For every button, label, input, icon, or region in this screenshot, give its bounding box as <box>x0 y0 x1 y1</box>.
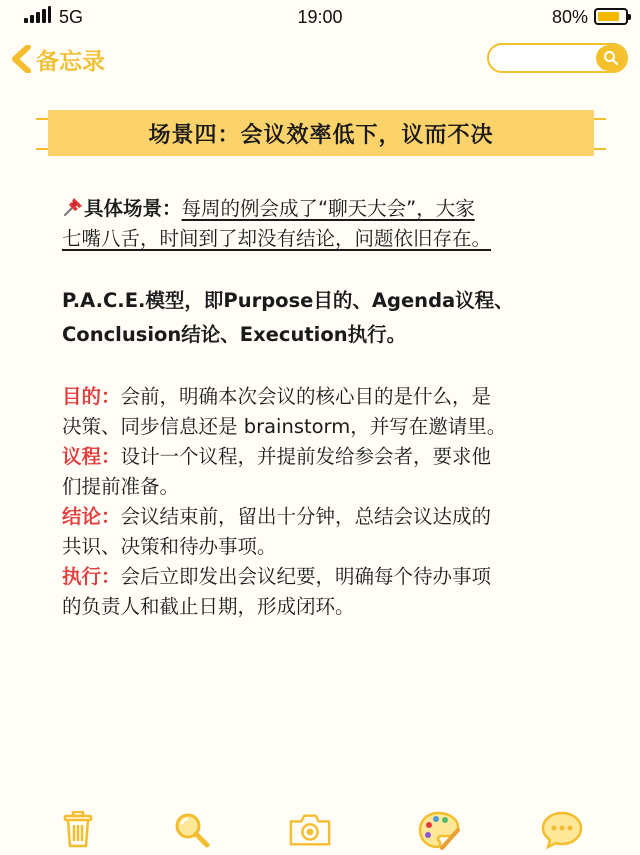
status-bar <box>0 0 640 34</box>
definition-item <box>62 562 570 622</box>
battery-icon <box>594 8 628 25</box>
scene-paragraph <box>62 194 570 254</box>
definition-item <box>62 442 570 502</box>
definition-text: 的负责人和截止日期，形成闭环。 <box>62 595 355 618</box>
search-icon <box>603 50 619 66</box>
scene-text: 每周的例会成了“聊天大会”，大家 <box>181 197 475 220</box>
nav-bar <box>0 36 640 82</box>
chevron-left-icon <box>10 45 34 73</box>
definition-term: 执行： <box>62 565 121 588</box>
chat-button[interactable] <box>540 808 584 852</box>
scene-label: 具体场景： <box>84 197 182 220</box>
definition-text: 们提前准备。 <box>62 475 180 498</box>
battery-percent: 80% <box>551 7 588 27</box>
definition-text: 会议结束前，留出十分钟，总结会议达成的 <box>120 505 492 528</box>
definition-item <box>62 382 570 442</box>
definition-text: 会后立即发出会议纪要，明确每个待办事项 <box>120 565 492 588</box>
palette-icon <box>418 810 462 850</box>
definition-term: 结论： <box>62 505 121 528</box>
definition-term: 目的： <box>62 385 121 408</box>
trash-icon <box>62 811 94 849</box>
search-button[interactable] <box>596 45 626 71</box>
note-body <box>62 194 570 622</box>
definition-text: 决策、同步信息还是 brainstorm，并写在邀请里。 <box>62 415 507 438</box>
pace-line: P.A.C.E.模型，即Purpose目的、Agenda议程、 <box>62 289 514 312</box>
definition-text: 共识、决策和待办事项。 <box>62 535 277 558</box>
definition-list <box>62 382 570 622</box>
camera-button[interactable] <box>288 808 332 852</box>
clock: 19:00 <box>297 7 343 27</box>
chat-icon <box>541 810 583 850</box>
network-type: 5G <box>59 7 84 27</box>
definition-text: 会前，明确本次会议的核心目的是什么，是 <box>120 385 492 408</box>
banner-box <box>48 110 594 156</box>
page-title: 场景四：会议效率低下，议而不决 <box>148 122 494 148</box>
search-note-button[interactable] <box>170 808 214 852</box>
pace-line: Conclusion结论、Execution执行。 <box>62 323 407 346</box>
back-label: 备忘录 <box>36 48 105 75</box>
search-input[interactable] <box>487 43 628 73</box>
delete-button[interactable] <box>56 808 100 852</box>
bottom-toolbar <box>0 808 640 855</box>
definition-term: 议程： <box>62 445 121 468</box>
drawing-button[interactable] <box>418 808 462 852</box>
title-banner <box>36 104 606 162</box>
definition-item <box>62 502 570 562</box>
magnifier-icon <box>173 811 211 849</box>
camera-icon <box>288 812 332 848</box>
pushpin-icon <box>62 196 84 218</box>
pace-paragraph <box>62 284 570 352</box>
back-button[interactable] <box>10 42 105 76</box>
scene-text: 七嘴八舌，时间到了却没有结论，问题依旧存在。 <box>62 227 492 250</box>
definition-text: 设计一个议程，并提前发给参会者，要求他 <box>120 445 492 468</box>
